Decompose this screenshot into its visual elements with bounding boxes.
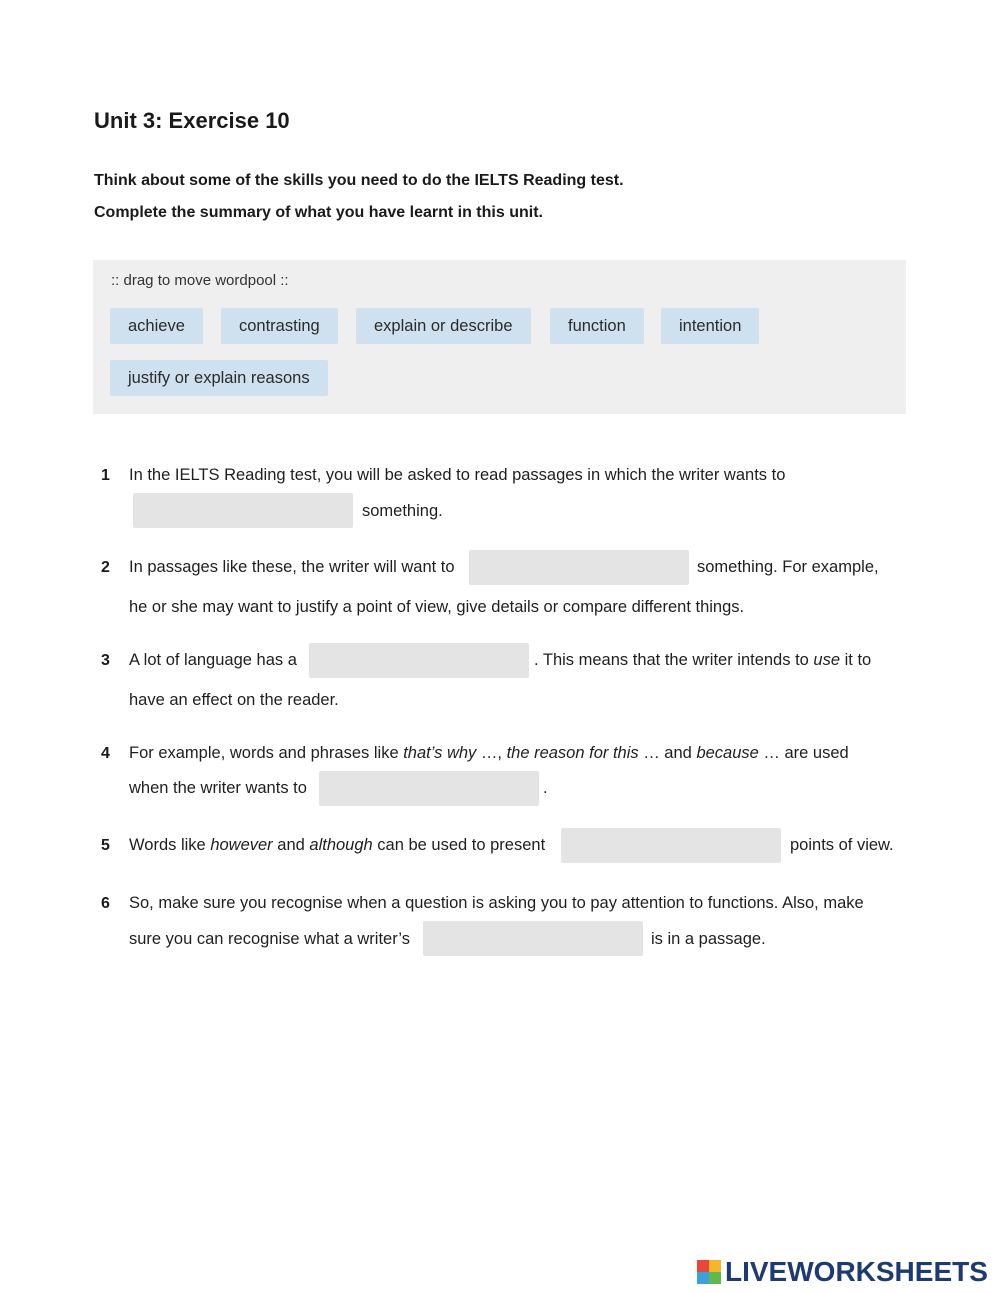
question-number: 1 (101, 467, 110, 484)
question-text: In the IELTS Reading test, you will be asked to read passages in which the writer wants to (129, 466, 786, 484)
liveworksheets-logo-icon (697, 1260, 721, 1284)
logo-square (697, 1260, 709, 1272)
question-text: something. (362, 502, 443, 520)
word-chip-contrasting[interactable]: contrasting (221, 308, 338, 344)
logo-square (697, 1272, 709, 1284)
question-number: 2 (101, 559, 110, 576)
answer-gap-4[interactable] (319, 771, 539, 806)
wordpool-drag-handle[interactable]: :: drag to move wordpool :: (111, 272, 289, 289)
question-text: A lot of language has a (129, 651, 297, 669)
word-chip-function[interactable]: function (550, 308, 644, 344)
question-text: sure you can recognise what a writer’s (129, 930, 410, 948)
question-text: . This means that the writer intends to use it to (534, 651, 872, 669)
question-text: he or she may want to justify a point of view, give details or compare different things. (129, 598, 745, 616)
question-text: . (543, 779, 548, 797)
word-chip-intention[interactable]: intention (661, 308, 759, 344)
word-chip-justify-or-explain-reasons[interactable]: justify or explain reasons (110, 360, 328, 396)
answer-gap-2[interactable] (469, 550, 689, 585)
answer-gap-5[interactable] (561, 828, 781, 863)
question-text: is in a passage. (651, 930, 766, 948)
question-text: something. For example, (697, 558, 879, 576)
answer-gap-3[interactable] (309, 643, 529, 678)
question-text: have an effect on the reader. (129, 691, 339, 709)
instruction-1: Think about some of the skills you need to do the IELTS Reading test. (94, 172, 624, 189)
question-number: 4 (101, 745, 110, 762)
instruction-2: Complete the summary of what you have learnt in this unit. (94, 204, 543, 221)
logo-square (709, 1260, 721, 1272)
question-text: Words like however and although can be used to present (129, 836, 546, 854)
word-chip-achieve[interactable]: achieve (110, 308, 203, 344)
wordpool (93, 260, 906, 414)
question-number: 5 (101, 837, 110, 854)
question-text: points of view. (790, 836, 894, 854)
question-number: 6 (101, 895, 110, 912)
question-text: For example, words and phrases like that’s why …, the reason for this … and because … are used (129, 744, 849, 762)
question-text: In passages like these, the writer will want to (129, 558, 455, 576)
logo-text: LIVEWORKSHEETS (725, 1256, 988, 1287)
answer-gap-6[interactable] (423, 921, 643, 956)
question-text: when the writer wants to (129, 779, 307, 797)
logo-square (709, 1272, 721, 1284)
answer-gap-1[interactable] (133, 493, 353, 528)
exercise-title: Unit 3: Exercise 10 (94, 108, 290, 133)
word-chip-explain-or-describe[interactable]: explain or describe (356, 308, 531, 344)
question-number: 3 (101, 652, 110, 669)
question-text: So, make sure you recognise when a question is asking you to pay attention to functions. Also, make (129, 894, 864, 912)
liveworksheets-logo (697, 1256, 988, 1288)
